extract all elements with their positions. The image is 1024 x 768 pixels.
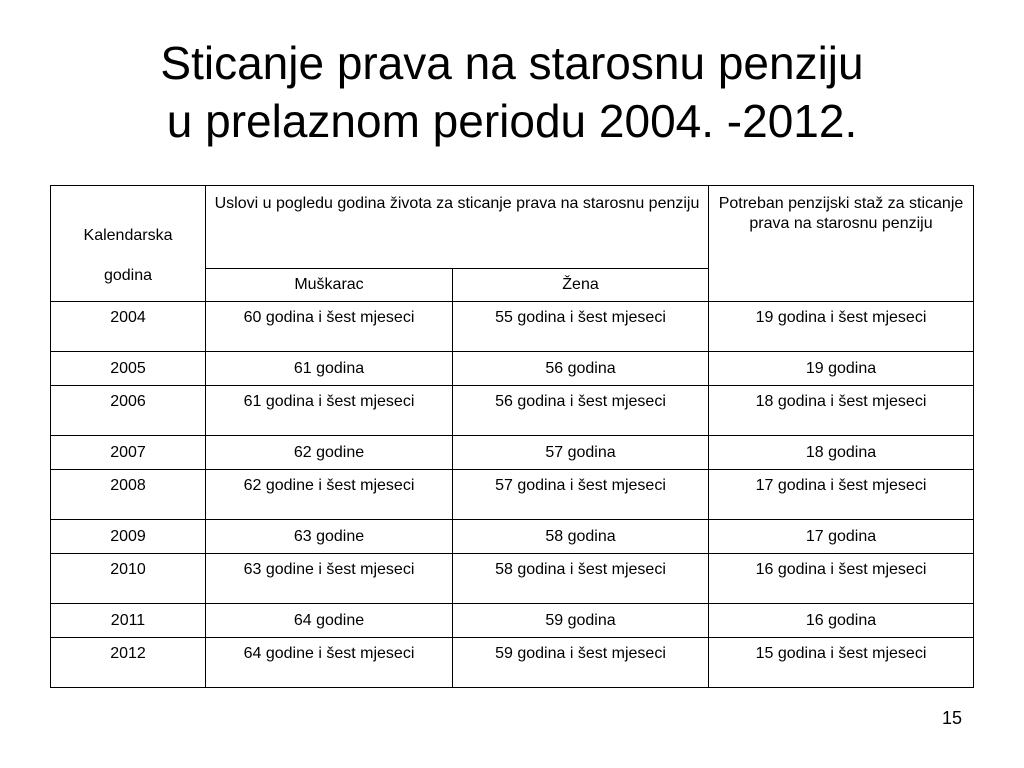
cell-service: 16 godina — [709, 604, 974, 638]
cell-women: 58 godina i šest mjeseci — [453, 554, 709, 604]
header-men: Muškarac — [206, 269, 453, 302]
cell-men: 61 godina i šest mjeseci — [206, 386, 453, 436]
table-row — [51, 604, 974, 638]
slide-title-line1: Sticanje prava na starosnu penziju — [160, 37, 864, 89]
cell-year: 2006 — [51, 386, 206, 436]
header-calendar-year-line2: godina — [103, 267, 153, 284]
cell-men: 62 godine — [206, 436, 453, 470]
pension-table-container — [50, 185, 973, 688]
cell-women: 59 godina — [453, 604, 709, 638]
header-calendar-year-line1: Kalendarska — [83, 227, 173, 244]
cell-year: 2004 — [51, 302, 206, 352]
cell-service: 19 godina i šest mjeseci — [709, 302, 974, 352]
table-row — [51, 386, 974, 436]
cell-year: 2008 — [51, 470, 206, 520]
cell-year: 2007 — [51, 436, 206, 470]
cell-service: 17 godina i šest mjeseci — [709, 470, 974, 520]
cell-women: 56 godina i šest mjeseci — [453, 386, 709, 436]
cell-year: 2005 — [51, 352, 206, 386]
header-age-conditions: Uslovi u pogledu godina života za sticanje prava na starosnu penziju — [206, 186, 709, 269]
cell-women: 58 godina — [453, 520, 709, 554]
page-number: 15 — [941, 708, 962, 728]
cell-men: 61 godina — [206, 352, 453, 386]
cell-year: 2009 — [51, 520, 206, 554]
cell-men: 60 godina i šest mjeseci — [206, 302, 453, 352]
cell-women: 57 godina — [453, 436, 709, 470]
cell-women: 57 godina i šest mjeseci — [453, 470, 709, 520]
cell-service: 18 godina i šest mjeseci — [709, 386, 974, 436]
cell-service: 15 godina i šest mjeseci — [709, 638, 974, 688]
table-row — [51, 436, 974, 470]
cell-service: 16 godina i šest mjeseci — [709, 554, 974, 604]
cell-service: 18 godina — [709, 436, 974, 470]
header-calendar-year — [51, 186, 206, 302]
cell-women: 59 godina i šest mjeseci — [453, 638, 709, 688]
cell-men: 63 godine — [206, 520, 453, 554]
slide-title-line2: u prelaznom periodu 2004. -2012. — [166, 95, 858, 147]
header-required-service: Potreban penzijski staž za sticanje prava na starosnu penziju — [709, 186, 974, 302]
cell-men: 62 godine i šest mjeseci — [206, 470, 453, 520]
cell-men: 64 godine — [206, 604, 453, 638]
cell-women: 56 godina — [453, 352, 709, 386]
cell-year: 2012 — [51, 638, 206, 688]
pension-table — [50, 185, 974, 688]
table-row — [51, 470, 974, 520]
cell-year: 2011 — [51, 604, 206, 638]
table-row — [51, 638, 974, 688]
cell-service: 19 godina — [709, 352, 974, 386]
slide-title — [0, 34, 1024, 150]
cell-men: 64 godine i šest mjeseci — [206, 638, 453, 688]
cell-service: 17 godina — [709, 520, 974, 554]
table-row — [51, 352, 974, 386]
header-women: Žena — [453, 269, 709, 302]
cell-year: 2010 — [51, 554, 206, 604]
cell-men: 63 godine i šest mjeseci — [206, 554, 453, 604]
cell-women: 55 godina i šest mjeseci — [453, 302, 709, 352]
table-row — [51, 554, 974, 604]
table-row — [51, 520, 974, 554]
table-row — [51, 302, 974, 352]
